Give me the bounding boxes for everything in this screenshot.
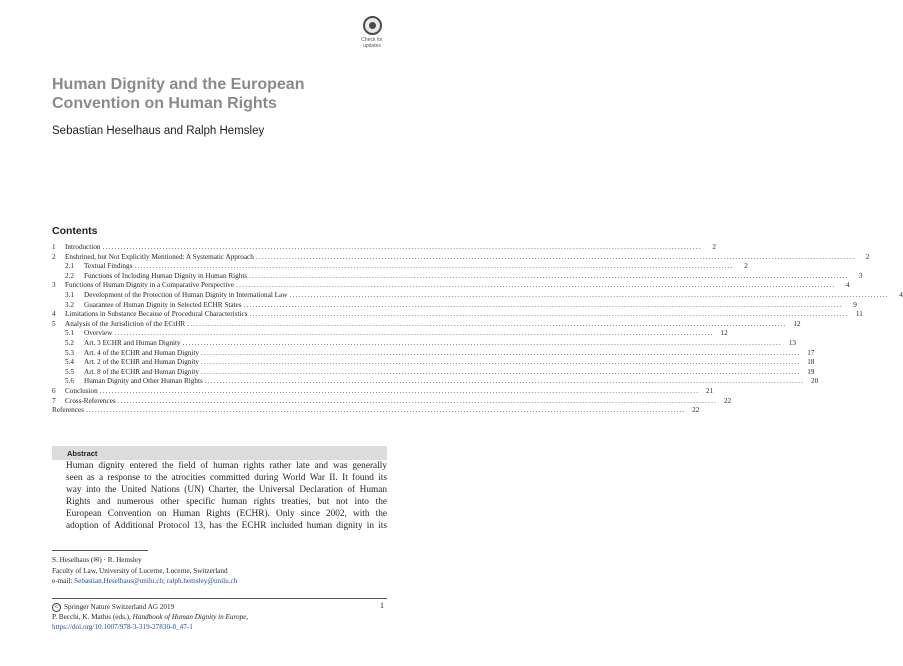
toc-entry-title: Art. 2 of the ECHR and Human Dignity	[84, 358, 199, 367]
abstract-line: Rights and numerous other specific human rights treaties, but not into the	[66, 497, 387, 508]
page-number: 1	[380, 601, 384, 610]
toc-entry-number: 3.2	[65, 300, 74, 309]
toc-entry[interactable]	[52, 396, 732, 407]
toc-entry[interactable]	[52, 310, 863, 320]
toc-entry-page: 2	[712, 243, 716, 251]
toc-leader-dots: ........................................................................................................................................................................................................	[117, 396, 718, 405]
footnote-email-line	[52, 576, 237, 586]
toc-entry-page: 19	[807, 367, 815, 376]
toc-entry-title: Art. 3 ECHR and Human Dignity	[84, 338, 181, 347]
toc-leader-dots: ........................................................................................................................................................................................................	[102, 243, 702, 251]
toc-leader-dots: ........................................................................................................................................................................................................	[99, 386, 700, 395]
chapter-title-line-2: Convention on Human Rights	[52, 95, 277, 112]
toc-entry-title: References	[52, 406, 84, 415]
toc-entry[interactable]	[52, 329, 728, 339]
toc-entry-number: 7	[52, 396, 56, 405]
toc-entry-page: 2	[865, 252, 870, 261]
chapter-authors: Sebastian Heselhaus and Ralph Hemsley	[52, 125, 265, 137]
toc-entry[interactable]	[52, 271, 863, 282]
toc-entry-page: 3	[858, 271, 863, 280]
toc-entry-page: 2	[744, 262, 748, 271]
toc-entry-page: 18	[807, 358, 815, 367]
copyright-block	[52, 602, 248, 632]
toc-entry-title: Enshrined, but Not Explicitly Mentioned: A Systematic Approach	[65, 252, 254, 261]
toc-entry-number: 2	[52, 252, 56, 261]
chapter-title	[52, 75, 392, 113]
doi-link[interactable]: https://doi.org/10.1007/978-3-319-27830-8_47-1	[52, 623, 193, 631]
toc-leader-dots: ........................................................................................................................................................................................................	[249, 310, 849, 319]
toc-entry-number: 1	[52, 243, 56, 251]
toc-entry-title: Art. 8 of the ECHR and Human Dignity	[84, 367, 199, 376]
toc-leader-dots: ........................................................................................................................................................................................................	[187, 319, 787, 328]
toc-entry[interactable]	[52, 252, 870, 263]
toc-entry[interactable]	[52, 348, 815, 359]
toc-leader-dots: ........................................................................................................................................................................................................	[204, 377, 805, 386]
toc-entry-number: 5.2	[65, 338, 74, 347]
toc-leader-dots: ........................................................................................................................................................................................................	[249, 271, 849, 280]
toc-entry-number: 5.1	[65, 329, 74, 338]
toc-leader-dots: ........................................................................................................................................................................................................	[255, 252, 856, 261]
toc-entry-title: Cross-References	[65, 396, 116, 405]
toc-entry-page: 9	[853, 300, 857, 309]
copyright-text: Springer Nature Switzerland AG 2019	[64, 603, 175, 611]
toc-entry-title: Functions of Including Human Dignity in Human Rights	[84, 271, 248, 280]
toc-entry[interactable]	[52, 243, 716, 253]
footnote-authors: S. Heselhaus (✉) · R. Hemsley	[52, 556, 142, 564]
contents-heading: Contents	[52, 225, 98, 237]
copyright-divider	[52, 598, 387, 599]
abstract-header-bar	[52, 446, 387, 460]
table-of-contents	[52, 243, 903, 416]
toc-entry-number: 5.6	[65, 377, 74, 386]
toc-entry-title: Introduction	[65, 243, 101, 251]
toc-entry-title: Conclusion	[65, 386, 98, 395]
footnote-affiliation: Faculty of Law, University of Lucerne, Lucerne, Switzerland	[52, 567, 228, 575]
toc-entry-number: 5.4	[65, 358, 74, 367]
toc-leader-dots: ........................................................................................................................................................................................................	[243, 300, 843, 309]
toc-leader-dots: ........................................................................................................................................................................................................	[201, 358, 801, 367]
email-prefix: e-mail:	[52, 577, 73, 585]
toc-entry-page: 12	[720, 329, 728, 338]
footnote-divider	[52, 550, 148, 551]
toc-entry-title: Overview	[84, 329, 113, 338]
toc-leader-dots: ........................................................................................................................................................................................................	[114, 329, 714, 338]
toc-entry-number: 4	[52, 310, 56, 319]
toc-entry[interactable]	[52, 377, 819, 387]
toc-entry-page: 11	[855, 310, 863, 319]
toc-entry-number: 5	[52, 319, 56, 328]
copyright-line-1	[52, 602, 248, 612]
abstract-label: Abstract	[67, 449, 98, 458]
toc-entry[interactable]	[52, 367, 815, 378]
toc-entry[interactable]	[52, 262, 748, 272]
badge-line-1: Check for	[361, 37, 383, 43]
abstract-line: adoption of Additional Protocol 13, has the ECHR included human dignity in its	[66, 521, 387, 532]
toc-leader-dots: ........................................................................................................................................................................................................	[134, 262, 734, 271]
toc-entry[interactable]	[52, 358, 815, 368]
toc-entry-page: 22	[723, 396, 732, 405]
toc-entry-title: Limitations in Substance Because of Procedural Characteristics	[65, 310, 248, 319]
chapter-title-line-1: Human Dignity and the European	[52, 76, 305, 93]
toc-entry-number: 2.2	[65, 271, 74, 280]
citation-book-title: Handbook of Human Dignity in Europe	[132, 613, 247, 621]
abstract-line: seen as a response to the atrocities committed during World War II. It found its	[66, 473, 387, 484]
check-for-updates-badge[interactable]	[355, 16, 389, 60]
badge-line-2: updates	[363, 42, 381, 49]
toc-leader-dots: ........................................................................................................................................................................................................	[201, 348, 801, 357]
toc-entry-page: 17	[807, 348, 815, 357]
citation-editors: P. Becchi, K. Mathis (eds.),	[52, 613, 133, 621]
toc-entry-page: 22	[692, 406, 700, 415]
toc-entry-title: Analysis of the Jurisdiction of the ECtHR	[65, 319, 186, 328]
toc-leader-dots: ........................................................................................................................................................................................................	[182, 338, 782, 347]
toc-entry-title: Art. 4 of the ECHR and Human Dignity	[84, 348, 199, 357]
toc-entry[interactable]	[52, 406, 700, 416]
toc-entry[interactable]	[52, 281, 850, 291]
toc-entry-page: 4	[845, 281, 850, 290]
email-link-heselhaus[interactable]: Sebastian.Heselhaus@unilu.ch	[74, 577, 164, 585]
toc-entry-title: Textual Findings	[84, 262, 133, 271]
abstract-line: Human dignity entered the field of human rights rather late and was generally	[66, 461, 387, 471]
toc-entry-page: 4	[899, 290, 903, 299]
toc-entry-number: 5.3	[65, 348, 74, 357]
toc-entry[interactable]	[52, 386, 714, 397]
toc-entry-number: 6	[52, 386, 56, 395]
check-updates-icon	[363, 16, 382, 35]
toc-leader-dots: ........................................................................................................................................................................................................	[236, 281, 836, 290]
toc-leader-dots: ........................................................................................................................................................................................................	[85, 406, 686, 415]
toc-entry[interactable]	[52, 300, 857, 311]
email-link-hemsley[interactable]: ralph.hemsley@unilu.ch	[166, 577, 238, 585]
citation-punct: ,	[246, 613, 249, 621]
toc-entry[interactable]	[52, 319, 801, 330]
toc-entry-page: 21	[705, 386, 714, 395]
toc-entry-title: Functions of Human Dignity in a Comparative Perspective	[65, 281, 235, 290]
toc-entry-number: 5.5	[65, 367, 74, 376]
abstract-line: way into the United Nations (UN) Charter, the Universal Declaration of Human	[66, 485, 387, 496]
toc-entry-number: 3.1	[65, 290, 74, 299]
toc-entry-title: Guarantee of Human Dignity in Selected ECHR States	[84, 300, 242, 309]
abstract-text	[66, 460, 387, 533]
toc-entry-title: Human Dignity and Other Human Rights	[84, 377, 203, 386]
toc-entry[interactable]	[52, 338, 796, 349]
copyright-icon: c	[52, 603, 61, 612]
email-separator: ;	[163, 577, 166, 585]
copyright-line-2	[52, 612, 248, 622]
toc-entry-title: Development of the Protection of Human Dignity in International Law	[84, 290, 288, 299]
toc-entry-page: 20	[810, 377, 819, 386]
toc-leader-dots: ........................................................................................................................................................................................................	[201, 367, 801, 376]
toc-entry-page: 12	[793, 319, 801, 328]
toc-entry-number: 2.1	[65, 262, 74, 271]
toc-entry-page: 13	[788, 338, 796, 347]
toc-entry-number: 3	[52, 281, 56, 290]
toc-entry[interactable]	[52, 290, 903, 301]
abstract-line: European Convention on Human Rights (ECHR). Only since 2002, with the	[66, 509, 387, 520]
toc-leader-dots: ........................................................................................................................................................................................................	[289, 290, 889, 299]
